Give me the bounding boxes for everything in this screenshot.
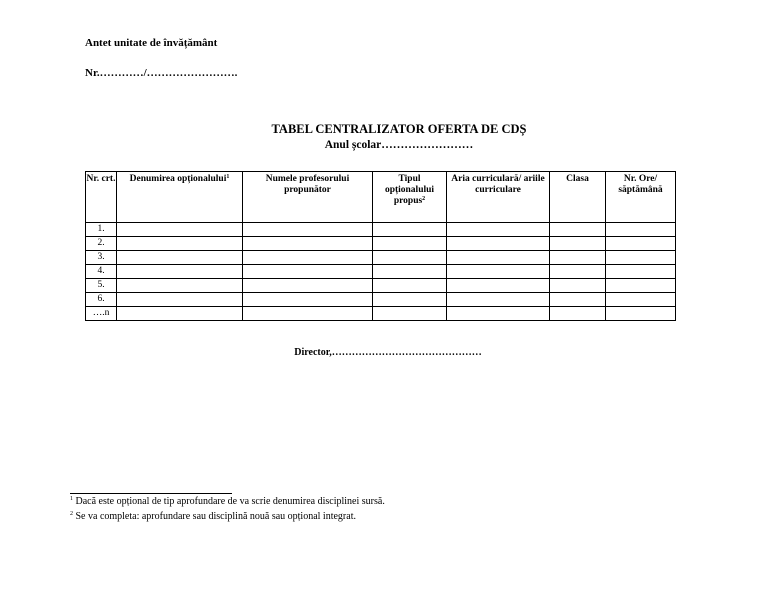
table-cell[interactable] (606, 307, 676, 321)
row-number: ….n (86, 307, 117, 321)
table-cell[interactable] (447, 265, 550, 279)
table-cell[interactable] (117, 223, 243, 237)
table-row (86, 293, 676, 307)
column-header-teacher: Numele profesorului propunător (243, 172, 373, 223)
table-cell[interactable] (447, 223, 550, 237)
table-cell[interactable] (373, 237, 447, 251)
table-cell[interactable] (243, 307, 373, 321)
row-number: 6. (86, 293, 117, 307)
table-cell[interactable] (606, 265, 676, 279)
column-header-class: Clasa (550, 172, 606, 223)
registration-number: Nr.…………/……………………. (85, 67, 238, 79)
document-title: TABEL CENTRALIZATOR OFERTA DE CDȘ (271, 122, 527, 136)
table-cell[interactable] (447, 251, 550, 265)
table-cell[interactable] (550, 237, 606, 251)
footnote-1: $^1$ Dacă este opțional de tip aprofundare de va scrie denumirea disciplinei sursă. (70, 496, 385, 507)
table-cell[interactable] (117, 307, 243, 321)
offer-table (85, 171, 676, 321)
table-cell[interactable] (243, 223, 373, 237)
table-cell[interactable] (373, 223, 447, 237)
table-cell[interactable] (606, 293, 676, 307)
table-cell[interactable] (447, 293, 550, 307)
director-signature: Director,……………………………………… (294, 347, 482, 358)
table-cell[interactable] (550, 251, 606, 265)
table-cell[interactable] (243, 265, 373, 279)
school-year: Anul școlar…………………… (324, 139, 474, 151)
table-row (86, 251, 676, 265)
table-header-row (86, 172, 676, 223)
table-cell[interactable] (550, 223, 606, 237)
table-cell[interactable] (606, 223, 676, 237)
table-cell[interactable] (550, 293, 606, 307)
table-cell[interactable] (447, 307, 550, 321)
table-row (86, 265, 676, 279)
table-cell[interactable] (117, 237, 243, 251)
table-cell[interactable] (606, 279, 676, 293)
table-cell[interactable] (243, 237, 373, 251)
table-row (86, 223, 676, 237)
row-number: 5. (86, 279, 117, 293)
table-cell[interactable] (117, 293, 243, 307)
table-cell[interactable] (447, 279, 550, 293)
table-cell[interactable] (550, 265, 606, 279)
table-cell[interactable] (373, 293, 447, 307)
table-cell[interactable] (373, 265, 447, 279)
table-cell[interactable] (447, 237, 550, 251)
table-cell[interactable] (550, 279, 606, 293)
table-cell[interactable] (243, 279, 373, 293)
footnote-divider (70, 493, 232, 494)
table-cell[interactable] (373, 307, 447, 321)
table-cell[interactable] (117, 265, 243, 279)
column-header-optional-name: Denumirea opționalului$^1$ (117, 172, 243, 223)
row-number: 3. (86, 251, 117, 265)
table-row (86, 279, 676, 293)
table-cell[interactable] (117, 279, 243, 293)
row-number: 1. (86, 223, 117, 237)
column-header-hours: Nr. Ore/ săptămână (606, 172, 676, 223)
table-cell[interactable] (606, 237, 676, 251)
table-cell[interactable] (373, 251, 447, 265)
table-row (86, 237, 676, 251)
table-cell[interactable] (550, 307, 606, 321)
row-number: 2. (86, 237, 117, 251)
footnote-2: $^2$ Se va completa: aprofundare sau disciplină nouă sau opțional integrat. (70, 511, 356, 522)
table-cell[interactable] (117, 251, 243, 265)
school-header: Antet unitate de învățământ (85, 37, 218, 49)
table-cell[interactable] (243, 251, 373, 265)
table-cell[interactable] (373, 279, 447, 293)
column-header-nr: Nr. crt. (86, 172, 117, 223)
row-number: 4. (86, 265, 117, 279)
column-header-curricular-area: Aria curriculară/ ariile curriculare (447, 172, 550, 223)
column-header-optional-type: Tipul opționalului propus$^2$ (373, 172, 447, 223)
table-cell[interactable] (243, 293, 373, 307)
table-row (86, 307, 676, 321)
table-cell[interactable] (606, 251, 676, 265)
